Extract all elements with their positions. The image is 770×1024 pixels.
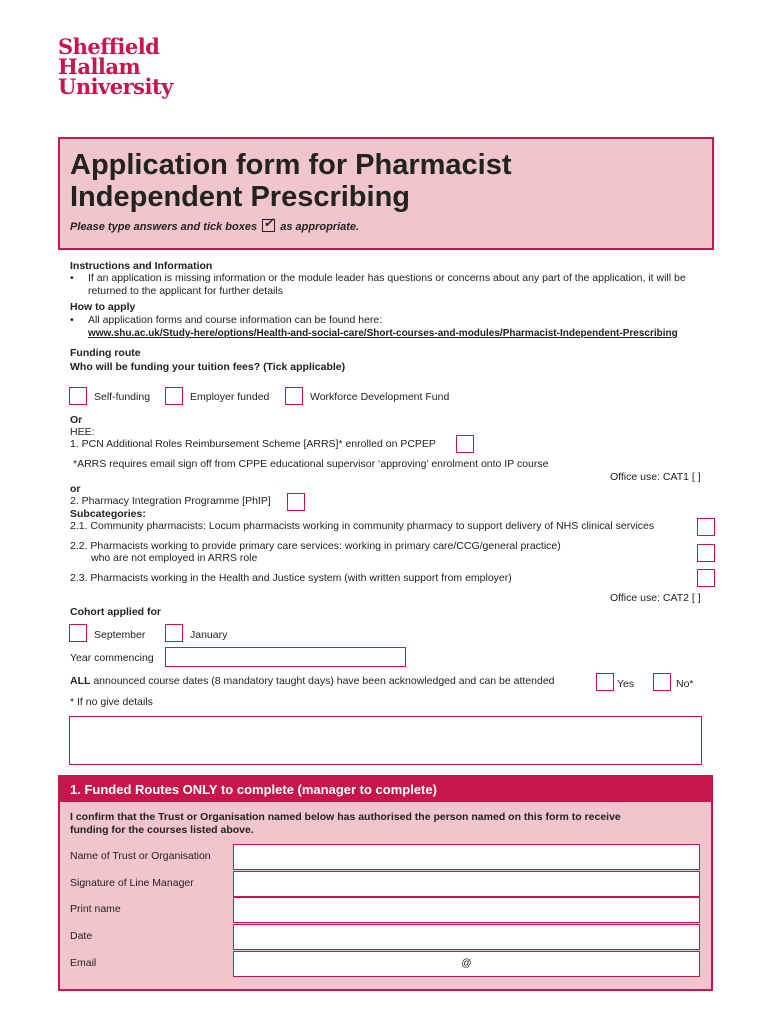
form-title [70, 149, 512, 213]
phip-label: 2. Pharmacy Integration Programme [PhIP] [70, 495, 271, 507]
subcategory-2-2-line-1: 2.2. Pharmacists working to provide primary care services: working in primary care/CCG/general practice) [70, 540, 561, 552]
office-use-cat2: Office use: CAT2 [ ] [610, 592, 701, 604]
trust-name-input[interactable] [233, 844, 700, 870]
instruction-text-end: as appropriate. [280, 221, 360, 233]
workforce-fund-checkbox[interactable] [285, 387, 303, 405]
instruction-text: Please type answers and tick boxes [70, 221, 258, 233]
logo-line-2: Hallam [58, 54, 141, 79]
bullet-icon: • [70, 314, 74, 326]
office-use-cat1: Office use: CAT1 [ ] [610, 471, 701, 483]
no-label: No* [676, 678, 694, 690]
hee-label: HEE: [70, 426, 95, 438]
details-textarea[interactable] [69, 716, 702, 765]
print-name-label: Print name [70, 903, 121, 915]
instructions-heading: Instructions and Information [70, 260, 213, 272]
subcategory-2-3-checkbox[interactable] [697, 569, 715, 587]
no-details-note: * If no give details [70, 696, 153, 708]
tick-box-icon [262, 219, 275, 232]
form-instruction [70, 219, 359, 233]
manager-signature-label: Signature of Line Manager [70, 877, 194, 889]
print-name-input[interactable] [233, 897, 700, 923]
logo-line-1: Sheffield [58, 34, 160, 59]
funded-routes-section [58, 775, 713, 991]
year-commencing-label: Year commencing [70, 652, 154, 664]
email-input[interactable]: @ [233, 951, 700, 977]
all-emphasis: ALL [70, 675, 91, 687]
or-label: Or [70, 414, 83, 426]
pcn-arrs-checkbox[interactable] [456, 435, 474, 453]
trust-name-label: Name of Trust or Organisation [70, 850, 211, 862]
september-label: September [94, 629, 146, 641]
confirm-text-line-1: I confirm that the Trust or Organisation named below has authorised the person named on this form to receive [70, 811, 621, 823]
self-funding-label: Self-funding [94, 391, 151, 403]
instruction-bullet-2: All application forms and course information can be found here: [88, 314, 383, 326]
subcategories-heading: Subcategories: [70, 508, 146, 520]
self-funding-checkbox[interactable] [69, 387, 87, 405]
date-label: Date [70, 930, 93, 942]
email-label: Email [70, 957, 97, 969]
phip-checkbox[interactable] [287, 493, 305, 511]
instruction-bullet-1-line-1: If an application is missing information or the module leader has questions or concerns about any part of the application, it will be [88, 272, 686, 284]
logo-line-3: University [58, 74, 173, 99]
funding-heading: Funding route [70, 347, 141, 359]
september-checkbox[interactable] [69, 624, 87, 642]
instruction-bullet-1-line-2: returned to the applicant for further details [88, 285, 283, 297]
title-line-1: Application form for Pharmacist [70, 149, 512, 181]
title-panel [58, 137, 714, 250]
employer-funded-label: Employer funded [190, 391, 270, 403]
title-line-2: Independent Prescribing [70, 181, 410, 213]
no-checkbox[interactable] [653, 673, 671, 691]
subcategory-2-2-checkbox[interactable] [697, 544, 715, 562]
manager-signature-input[interactable] [233, 871, 700, 897]
date-input[interactable] [233, 924, 700, 950]
pcn-arrs-label: 1. PCN Additional Roles Reimbursement Scheme [ARRS]* enrolled on PCPEP [70, 438, 436, 450]
confirm-text-line-2: funding for the courses listed above. [70, 824, 254, 836]
dates-acknowledgement [70, 675, 555, 688]
funding-question: Who will be funding your tuition fees? (Tick applicable) [70, 361, 346, 373]
subcategory-2-1: 2.1. Community pharmacists: Locum pharmacists working in community pharmacy to support delivery of NHS clinical services [70, 520, 655, 532]
arrs-note: *ARRS requires email sign off from CPPE educational supervisor ‘approving’ enrolment onto IP course [73, 458, 549, 470]
dates-text: announced course dates (8 mandatory taught days) have been acknowledged and can be attended [90, 675, 555, 687]
cohort-heading: Cohort applied for [70, 606, 161, 618]
section-1-heading: 1. Funded Routes ONLY to complete (manager to complete) [60, 777, 711, 802]
or-label-2: or [70, 483, 81, 495]
course-info-link[interactable]: www.shu.ac.uk/Study-here/options/Health-and-social-care/Short-courses-and-modules/Pharmacist-Independent-Prescribing [88, 328, 678, 339]
employer-funded-checkbox[interactable] [165, 387, 183, 405]
year-commencing-input[interactable] [165, 647, 406, 667]
workforce-fund-label: Workforce Development Fund [310, 391, 450, 403]
january-label: January [190, 629, 228, 641]
subcategory-2-2-line-2: who are not employed in ARRS role [91, 552, 258, 564]
yes-label: Yes [617, 678, 635, 690]
subcategory-2-3: 2.3. Pharmacists working in the Health and Justice system (with written support from employer) [70, 572, 512, 584]
january-checkbox[interactable] [165, 624, 183, 642]
yes-checkbox[interactable] [596, 673, 614, 691]
subcategory-2-1-checkbox[interactable] [697, 518, 715, 536]
how-to-apply-heading: How to apply [70, 301, 136, 313]
bullet-icon: • [70, 272, 74, 284]
university-logo [58, 34, 173, 99]
